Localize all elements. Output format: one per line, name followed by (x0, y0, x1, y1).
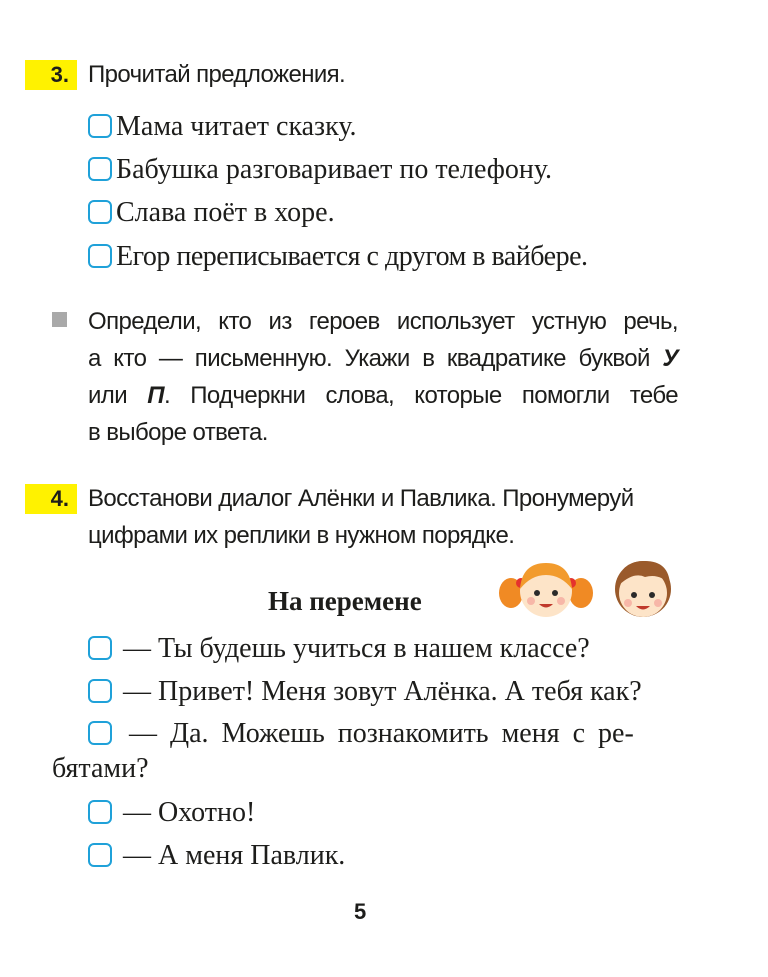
letter-p: П (147, 382, 164, 409)
page-number: 5 (354, 899, 367, 924)
subtask-instruction (88, 303, 678, 451)
task4-instruction (88, 480, 634, 554)
dialog-title: На перемене (268, 586, 422, 616)
subtask-line: а кто — письменную. Укажи в квадратике буквой У (88, 345, 678, 372)
bullet-marker (52, 312, 67, 327)
answer-checkbox[interactable] (88, 200, 112, 224)
girl-face-icon (499, 563, 593, 617)
task-number-badge: 4. (25, 484, 77, 514)
children-faces-icon (495, 553, 685, 623)
list-item (88, 240, 588, 274)
subtask-line: или П. Подчеркни слова, которые помогли тебе (88, 382, 679, 409)
number-box[interactable] (88, 721, 112, 745)
letter-u: У (662, 345, 678, 372)
reply-text: — Охотно! (123, 797, 256, 828)
task3-instruction: Прочитай предложения. (88, 61, 346, 88)
sentence-text: Егор переписывается с другом в вайбере. (116, 241, 588, 272)
subtask-line: Определи, кто из героев использует устную речь, (88, 308, 678, 335)
sentence-text: Мама читает сказку. (116, 111, 357, 142)
list-item (88, 110, 357, 144)
sentence-text: Бабушка разговаривает по телефону. (116, 154, 553, 185)
subtask-line: в выборе ответа. (88, 419, 268, 446)
list-item (88, 796, 255, 830)
reply-text: — Да. Можешь познакомить меня с ре- (129, 718, 634, 749)
reply-text: — Ты будешь учиться в нашем классе? (123, 633, 590, 664)
task4-line: Восстанови диалог Алёнки и Павлика. Пронумеруй (88, 485, 634, 512)
task-number-badge: 3. (25, 60, 77, 90)
answer-checkbox[interactable] (88, 157, 112, 181)
list-item (88, 675, 642, 709)
boy-face-icon (615, 561, 671, 617)
reply-text: — Привет! Меня зовут Алёнка. А тебя как? (123, 676, 642, 707)
task4-line: цифрами их реплики в нужном порядке. (88, 522, 515, 549)
list-item (88, 153, 552, 187)
number-box[interactable] (88, 679, 112, 703)
list-item (88, 196, 335, 230)
reply-text: — А меня Павлик. (123, 840, 346, 871)
reply-continuation: бятами? (52, 753, 149, 784)
number-box[interactable] (88, 636, 112, 660)
answer-checkbox[interactable] (88, 114, 112, 138)
number-box[interactable] (88, 843, 112, 867)
list-item (88, 717, 634, 751)
sentence-text: Слава поёт в хоре. (116, 197, 335, 228)
number-box[interactable] (88, 800, 112, 824)
answer-checkbox[interactable] (88, 244, 112, 268)
list-item (88, 632, 590, 666)
list-item (88, 839, 345, 873)
